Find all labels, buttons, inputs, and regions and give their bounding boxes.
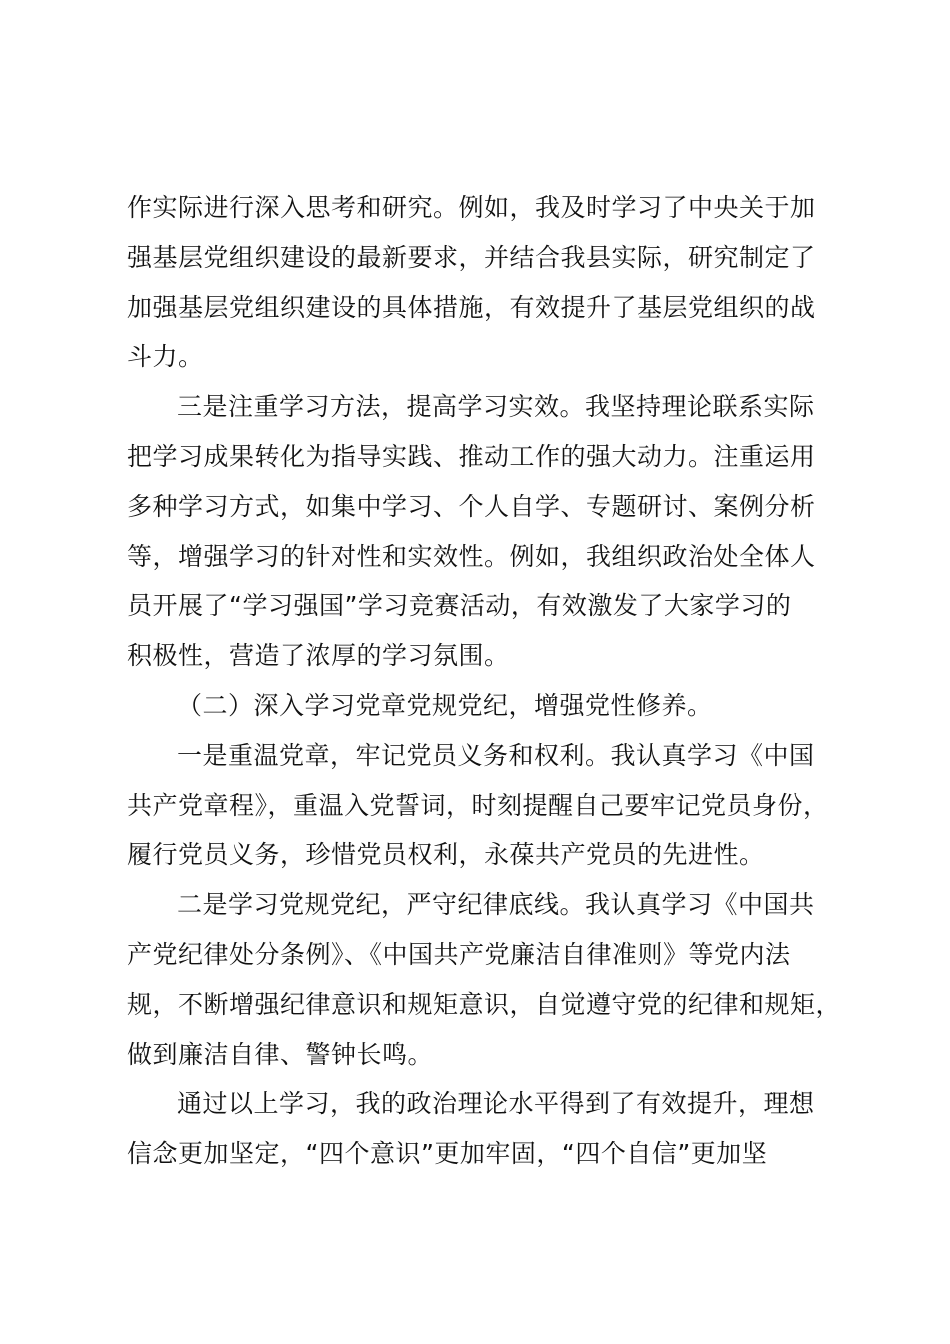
text-line: 共产党章程》，重温入党誓词，时刻提醒自己要牢记党员身份， [127,790,829,820]
body-text [127,183,867,1179]
paragraph-start-line: 一是重温党章，牢记党员义务和权利。我认真学习《中国 [177,740,815,770]
text-line: 信念更加坚定，“四个意识”更加牢固，“四个自信”更加坚 [127,1139,768,1169]
text-line: 员开展了“学习强国”学习竞赛活动，有效激发了大家学习的 [127,591,792,621]
section-heading: （二）深入学习党章党规党纪，增强党性修养。 [177,690,713,720]
text-line: 作实际进行深入思考和研究。例如，我及时学习了中央关于加 [127,193,816,222]
text-line: 积极性，营造了浓厚的学习氛围。 [127,641,510,671]
text-line: 多种学习方式，如集中学习、个人自学、专题研讨、案例分析 [127,491,816,521]
paragraph-start-line: 通过以上学习，我的政治理论水平得到了有效提升，理想 [177,1089,815,1119]
paragraph-start-line: 三是注重学习方法，提高学习实效。我坚持理论联系实际 [177,392,815,422]
text-line: 把学习成果转化为指导实践、推动工作的强大动力。注重运用 [127,441,816,471]
text-line: 强基层党组织建设的最新要求，并结合我县实际，研究制定了 [127,242,816,272]
text-line: 规，不断增强纪律意识和规矩意识，自觉遵守党的纪律和规矩， [127,989,842,1019]
text-line: 产党纪律处分条例》、《中国共产党廉洁自律准则》等党内法 [127,939,791,969]
text-line: 加强基层党组织建设的具体措施，有效提升了基层党组织的战 [127,292,816,322]
paragraph-start-line: 二是学习党规党纪，严守纪律底线。我认真学习《中国共 [177,890,815,920]
text-line: 斗力。 [127,342,204,372]
text-line: 做到廉洁自律、警钟长鸣。 [127,1039,434,1069]
text-line: 履行党员义务，珍惜党员权利，永葆共产党员的先进性。 [127,840,765,870]
text-line: 等，增强学习的针对性和实效性。例如，我组织政治处全体人 [127,541,816,571]
